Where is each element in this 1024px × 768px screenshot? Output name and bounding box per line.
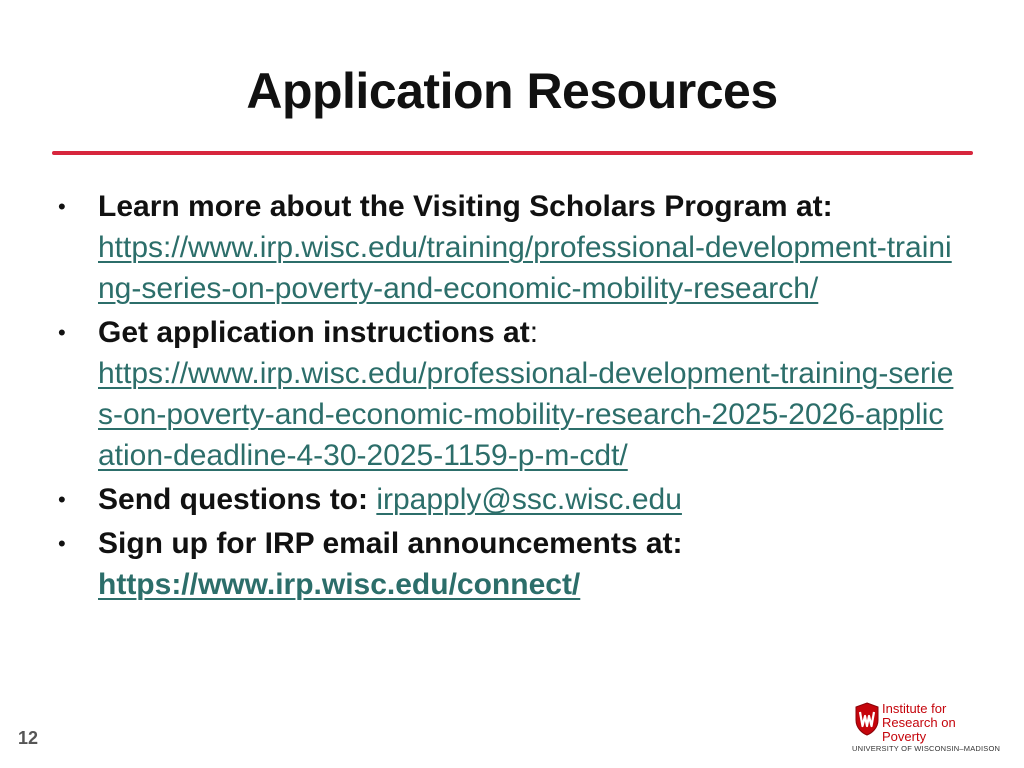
logo-text-line3: Poverty [882, 729, 927, 744]
list-item [58, 523, 958, 605]
bullet-lead-text: Sign up for IRP email announcements at: [98, 527, 683, 560]
logo-text-line1: Institute for [882, 701, 947, 716]
bullet-icon: • [58, 194, 66, 219]
list-item [58, 479, 958, 520]
page-number: 12 [18, 728, 39, 748]
application-instructions-link[interactable]: https://www.irp.wisc.edu/professional-development-training-series-on-poverty-and-economic-mobility-research-2025-2026-application-deadline-4-30-2025-1159-p-m-cdt/ [98, 357, 954, 472]
uw-crest-icon [854, 702, 880, 736]
bullet-lead-text: Get application instructions at [98, 316, 530, 349]
logo-subline: UNIVERSITY OF WISCONSIN–MADISON [852, 744, 1001, 753]
slide-title: Application Resources [246, 63, 778, 119]
bullet-icon: • [58, 320, 66, 345]
list-item [58, 186, 958, 309]
email-signup-link[interactable]: https://www.irp.wisc.edu/connect/ [98, 568, 581, 601]
irp-logo [850, 700, 1001, 756]
bullet-icon: • [58, 531, 66, 556]
logo-text-line2: Research on [882, 715, 956, 730]
title-divider [52, 151, 973, 155]
list-item [58, 312, 958, 476]
contact-email-link[interactable]: irpapply@ssc.wisc.edu [376, 483, 682, 516]
program-info-link[interactable]: https://www.irp.wisc.edu/training/professional-development-training-series-on-poverty-and-economic-mobility-research/ [98, 231, 952, 305]
bullet-lead-suffix: : [529, 316, 539, 349]
resource-list [58, 186, 958, 608]
bullet-icon: • [58, 487, 66, 512]
bullet-lead-text: Send questions to: [98, 483, 368, 516]
bullet-lead-text: Learn more about the Visiting Scholars Program at: [98, 190, 833, 223]
